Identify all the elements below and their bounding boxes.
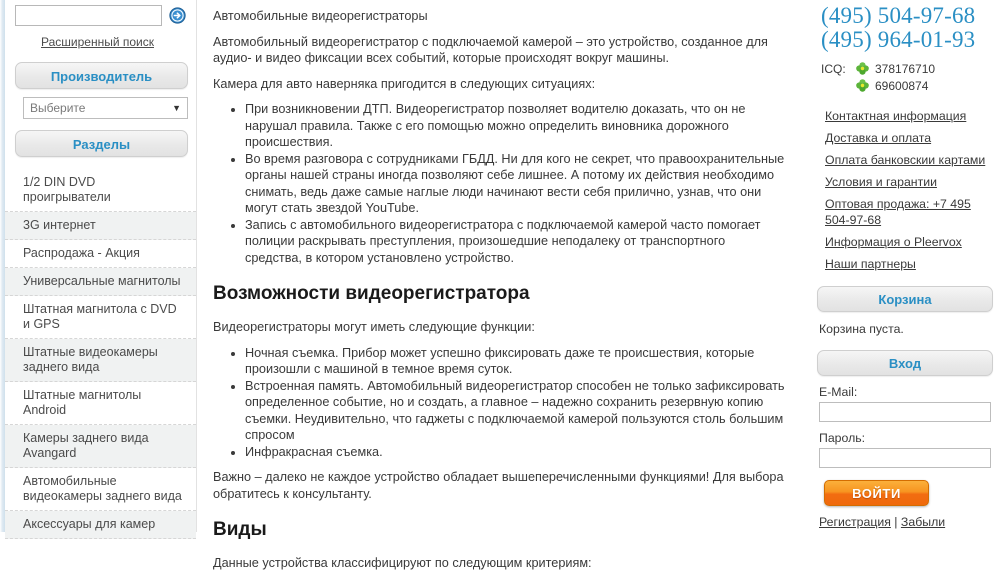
list-item: • Встроенная память. Автомобильный видеорегистратор способен не только зафиксировать определенное событие, но и создать, а главное – надежно сохранить резервную копию съемки. Неудивительно, что гаджеты с подключаемой камерой пользуются столь большим спросом bbox=[245, 378, 785, 444]
icq-number: 378176710 bbox=[875, 61, 936, 76]
link-wholesale[interactable]: Оптовая продажа: +7 495 504-97-68 bbox=[825, 197, 971, 227]
forgot-password-link[interactable]: Забыли bbox=[900, 515, 946, 529]
intro-paragraph-1: Автомобильный видеорегистратор с подключаемой камерой – это устройство, созданное для аудио- и видео фиксации всех событий, которые происходят вокруг машины. bbox=[213, 34, 768, 65]
cart-panel-header: Корзина bbox=[817, 286, 993, 312]
search-input[interactable] bbox=[15, 5, 162, 26]
advanced-search-row bbox=[5, 26, 190, 51]
advanced-search-link[interactable]: Расширенный поиск bbox=[41, 35, 154, 49]
link-separator: | bbox=[890, 515, 901, 529]
chevron-down-icon: ▼ bbox=[172, 103, 181, 113]
situations-list bbox=[213, 101, 785, 266]
icq-block bbox=[813, 60, 995, 94]
info-link-list bbox=[813, 108, 995, 272]
phone-number-primary: (495) 504-97-68 bbox=[821, 3, 976, 28]
clover-icon bbox=[855, 79, 869, 92]
clover-icon bbox=[855, 62, 869, 75]
intro-paragraph-2: Камера для авто наверняка пригодится в следующих ситуациях: bbox=[213, 76, 596, 91]
search-row bbox=[5, 0, 196, 26]
link-contact-info[interactable]: Контактная информация bbox=[825, 109, 967, 123]
email-field[interactable] bbox=[819, 402, 991, 422]
link-about-pleervox[interactable]: Информация о Pleervox bbox=[825, 235, 962, 249]
link-delivery-payment[interactable]: Доставка и оплата bbox=[825, 131, 932, 145]
link-card-payment[interactable]: Оплата банковскии картами bbox=[825, 153, 986, 167]
sidebar-item-dvd-players[interactable]: 1/2 DIN DVD проигрыватели bbox=[5, 169, 196, 212]
password-field[interactable] bbox=[819, 448, 991, 468]
sidebar-item-oem-rear-cameras[interactable]: Штатные видеокамеры заднего вида bbox=[5, 339, 196, 382]
sidebar-item-camera-accessories[interactable]: Аксессуары для камер bbox=[5, 511, 196, 539]
features-heading: Возможности видеорегистратора bbox=[213, 283, 530, 304]
sidebar-item-universal-radios[interactable]: Универсальные магнитолы bbox=[5, 268, 196, 296]
list-item: • Во время разговора с сотрудниками ГБДД. Ни для кого не секрет, что правоохранительные органы нашей страны иногда позволяют себе лишнее. А потому их действия необходимо снимать, ведь даже самые наглые люди начинают вести себя прилично, узнав, что они могут стать звездой YouTube. bbox=[245, 151, 785, 217]
arrow-right-circle-icon[interactable] bbox=[169, 7, 186, 24]
list-item: • Ночная съемка. Прибор может успешно фиксировать даже те происшествия, которые произошли с машиной в темное время суток. bbox=[245, 345, 785, 378]
page-title: Автомобильные видеорегистраторы bbox=[213, 9, 428, 23]
features-list bbox=[213, 345, 785, 461]
right-sidebar bbox=[805, 0, 1001, 532]
features-intro: Видеорегистраторы могут иметь следующие функции: bbox=[213, 320, 535, 334]
icq-number: 69600874 bbox=[875, 78, 929, 93]
register-forgot-row bbox=[819, 515, 995, 529]
sidebar-item-3g-internet[interactable]: 3G интернет bbox=[5, 212, 196, 240]
category-list bbox=[5, 169, 196, 539]
list-item: • Запись с автомобильного видеорегистратора с подключаемой камерой часто помогает полиции раскрывать преступления, произошедшие неподалеку от транспортного средства, в котором установлено устройство. bbox=[245, 217, 785, 267]
left-sidebar bbox=[5, 0, 197, 532]
sidebar-item-sale[interactable]: Распродажа - Акция bbox=[5, 240, 196, 268]
important-note: Важно – далеко не каждое устройство обладает вышеперечисленными функциями! Для выбора обратитесь к консультанту. bbox=[213, 470, 784, 501]
icq-label: ICQ: bbox=[821, 61, 846, 76]
list-item: • При возникновении ДТП. Видеорегистратор позволяет водителю доказать, что он не нарушал правила. Также с его помощью можно определить виновника дорожного происшествия. bbox=[245, 101, 785, 151]
manufacturer-select-value: Выберите bbox=[30, 101, 86, 115]
icq-row bbox=[821, 60, 995, 77]
phone-number-secondary: (495) 964-01-93 bbox=[821, 27, 976, 52]
cart-status: Корзина пуста. bbox=[819, 322, 904, 336]
manufacturer-panel-header: Производитель bbox=[15, 62, 188, 89]
manufacturer-select-wrap bbox=[23, 97, 188, 119]
main-content bbox=[197, 0, 805, 570]
password-label: Пароль: bbox=[819, 431, 866, 445]
sidebar-item-oem-radio-dvd-gps[interactable]: Штатная магнитола с DVD и GPS bbox=[5, 296, 196, 339]
sidebar-item-avangard-cameras[interactable]: Камеры заднего вида Avangard bbox=[5, 425, 196, 468]
login-panel-header: Вход bbox=[817, 350, 993, 376]
sidebar-item-car-rear-cameras[interactable]: Автомобильные видеокамеры заднего вида bbox=[5, 468, 196, 511]
link-partners[interactable]: Наши партнеры bbox=[825, 257, 916, 271]
manufacturer-select[interactable] bbox=[23, 97, 188, 119]
register-link[interactable]: Регистрация bbox=[819, 515, 891, 529]
types-intro: Данные устройства классифицируют по следующим критериям: bbox=[213, 556, 592, 570]
list-item: • Инфракрасная съемка. bbox=[245, 444, 785, 461]
email-label: E-Mail: bbox=[819, 385, 858, 399]
login-button[interactable]: ВОЙТИ bbox=[824, 480, 929, 506]
sections-panel-header: Разделы bbox=[15, 130, 188, 157]
sidebar-item-oem-android-radios[interactable]: Штатные магнитолы Android bbox=[5, 382, 196, 425]
types-heading: Виды bbox=[213, 519, 267, 540]
icq-row bbox=[821, 77, 995, 94]
link-terms-warranty[interactable]: Условия и гарантии bbox=[825, 175, 937, 189]
